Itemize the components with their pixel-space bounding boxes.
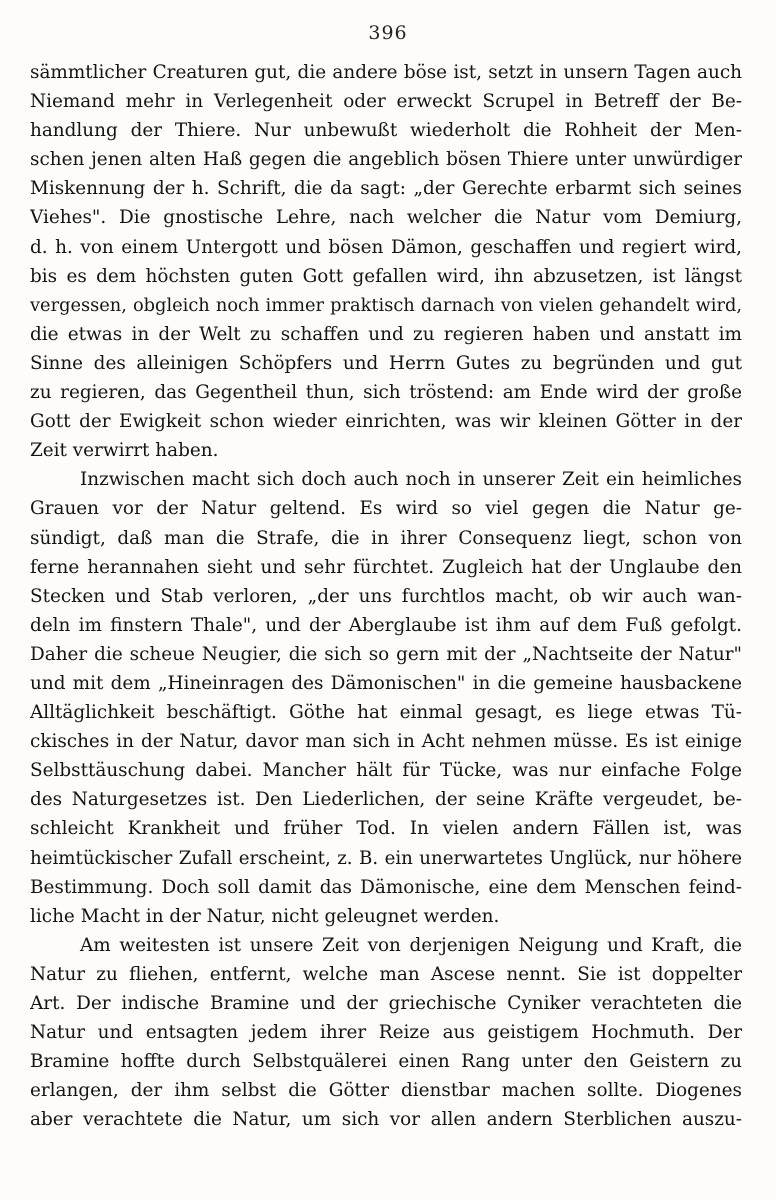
text-line: Bramine hoffte durch Selbstquälerei einen Rang unter den Geistern zu	[30, 1051, 742, 1073]
text-line: erlangen, der ihm selbst die Götter dienstbar machen sollte. Diogenes	[30, 1080, 742, 1102]
text-line: zu regieren, das Gegentheil thun, sich tröstend: am Ende wird der große	[30, 382, 742, 404]
text-line: aber verachtete die Natur, um sich vor allen andern Sterblichen auszu-	[30, 1109, 742, 1131]
text-line: Viehes". Die gnostische Lehre, nach welcher die Natur vom Demiurg,	[30, 207, 742, 229]
text-line: Gott der Ewigkeit schon wieder einrichten, was wir kleinen Götter in der	[30, 411, 742, 433]
text-line: Art. Der indische Bramine und der griechische Cyniker verachteten die	[30, 993, 742, 1014]
text-line: und mit dem „Hineinragen des Dämonischen" in die gemeine hausbackene	[30, 672, 742, 694]
text-line: Sinne des alleinigen Schöpfers und Herrn Gutes zu begründen und gut	[30, 352, 742, 374]
text-line: heimtückischer Zufall erscheint, z. B. ein unerwartetes Unglück, nur höhere	[30, 847, 742, 869]
text-line: Natur und entsagten jedem ihrer Reize aus geistigem Hochmuth. Der	[30, 1022, 742, 1044]
text-line: Daher die scheue Neugier, die sich so gern mit der „Nachtseite der Natur"	[30, 643, 742, 665]
text-line: liche Macht in der Natur, nicht geleugnet werden.	[30, 905, 500, 927]
text-line: sündigt, daß man die Strafe, die in ihrer Consequenz liegt, schon von	[30, 527, 742, 549]
text-line: Selbsttäuschung dabei. Mancher hält für Tücke, was nur einfache Folge	[30, 760, 742, 782]
text-line: Bestimmung. Doch soll damit das Dämonische, eine dem Menschen feind-	[30, 876, 742, 898]
text-line: bis es dem höchsten guten Gott gefallen wird, ihn abzusetzen, ist längst	[30, 265, 742, 287]
text-line: Niemand mehr in Verlegenheit oder erweckt Scrupel in Betreff der Be-	[30, 91, 742, 113]
text-line: Grauen vor der Natur geltend. Es wird so viel gegen die Natur ge-	[30, 498, 742, 520]
text-line: Alltäglichkeit beschäftigt. Göthe hat einmal gesagt, es liege etwas Tü-	[30, 702, 742, 724]
text-line: Inzwischen macht sich doch auch noch in unserer Zeit ein heimliches	[80, 469, 742, 491]
paragraph-3	[30, 931, 742, 1135]
text-line: Natur zu fliehen, entfernt, welche man Ascese nennt. Sie ist doppelter	[30, 963, 742, 985]
text-line: sämmtlicher Creaturen gut, die andere böse ist, setzt in unsern Tagen auch	[30, 62, 742, 83]
text-line: schleicht Krankheit und früher Tod. In vielen andern Fällen ist, was	[30, 818, 742, 840]
text-line: vergessen, obgleich noch immer praktisch darnach von vielen gehandelt wird,	[30, 294, 742, 316]
text-line: die etwas in der Welt zu schaffen und zu regieren haben und anstatt im	[30, 323, 742, 345]
text-line: ferne herannahen sieht und sehr fürchtet. Zugleich hat der Unglaube den	[30, 556, 742, 578]
text-line: schen jenen alten Haß gegen die angeblich bösen Thiere unter unwürdiger	[30, 149, 742, 171]
body-text	[30, 58, 742, 1134]
text-line: deln im finstern Thale", und der Aberglaube ist ihm auf dem Fuß gefolgt.	[30, 614, 742, 636]
page-number: 396	[368, 22, 408, 44]
text-line: ckisches in der Natur, davor man sich in Acht nehmen müsse. Es ist einige	[30, 731, 742, 753]
paragraph-1	[30, 58, 742, 465]
text-line: des Naturgesetzes ist. Den Liederlichen, der seine Kräfte vergeudet, be-	[30, 789, 742, 811]
text-line: Am weitesten ist unsere Zeit von derjenigen Neigung und Kraft, die	[80, 934, 742, 956]
text-line: handlung der Thiere. Nur unbewußt wiederholt die Rohheit der Men-	[30, 120, 742, 142]
text-line: d. h. von einem Untergott und bösen Dämon, geschaffen und regiert wird,	[30, 236, 742, 258]
paragraph-2	[30, 465, 742, 931]
text-line: Miskennung der h. Schrift, die da sagt: „der Gerechte erbarmt sich seines	[30, 178, 742, 200]
text-line: Zeit verwirrt haben.	[30, 440, 219, 462]
text-line: Stecken und Stab verloren, „der uns furchtlos macht, ob wir auch wan-	[30, 585, 742, 607]
